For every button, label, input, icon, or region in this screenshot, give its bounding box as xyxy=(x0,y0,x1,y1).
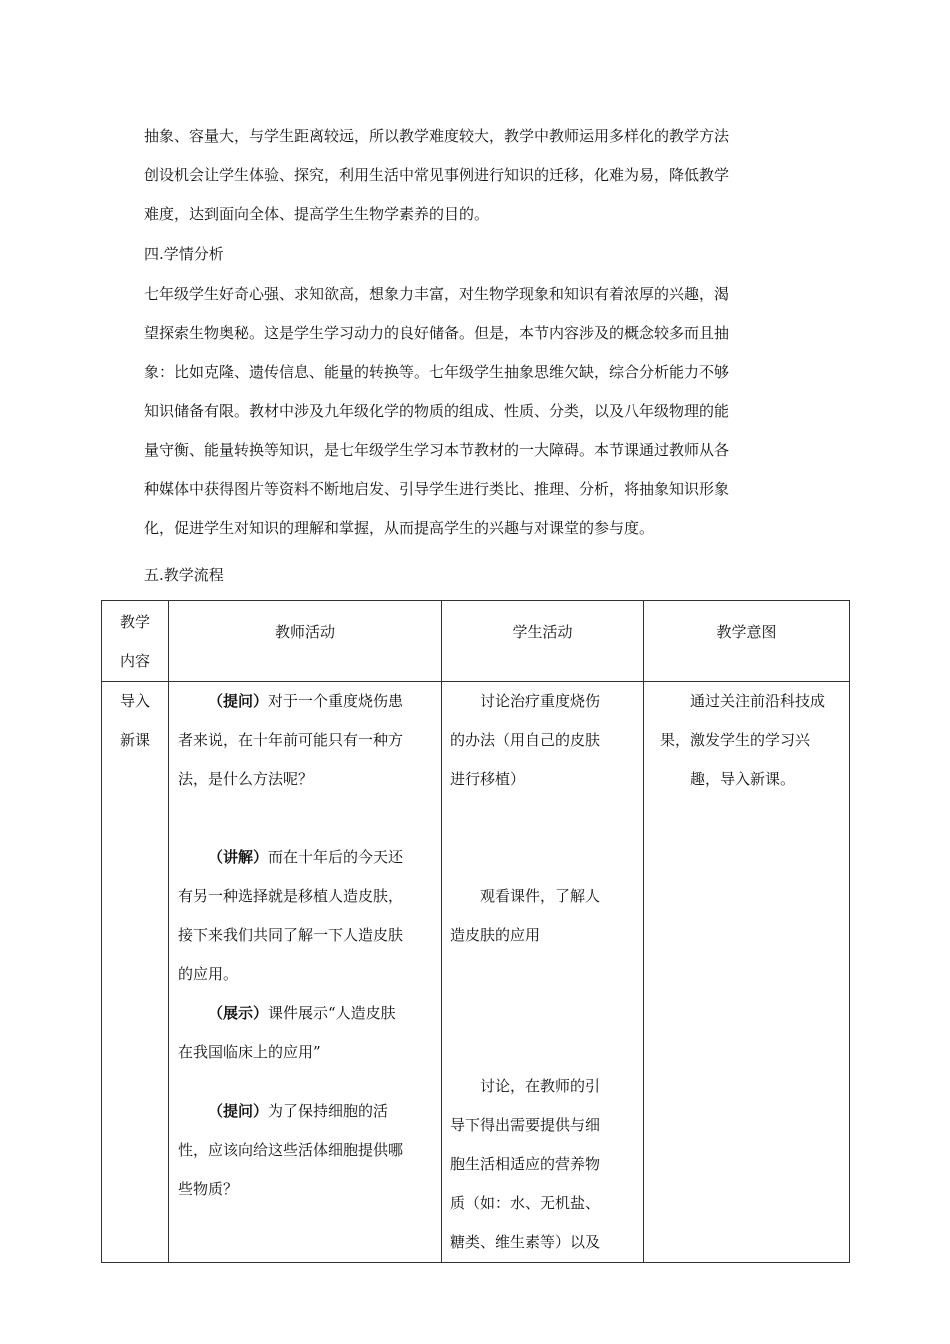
intent-line: 趣，导入新课。 xyxy=(690,770,796,788)
header-content-line: 内容 xyxy=(119,652,150,670)
section-heading-4: 四.学情分析 xyxy=(144,245,224,263)
teacher-line xyxy=(178,1092,435,1131)
header-intent-label: 教学意图 xyxy=(716,623,777,641)
intro-line: 难度，达到面向全体、提高学生生物学素养的目的。 xyxy=(144,205,490,223)
student-line: 造皮肤的应用 xyxy=(450,926,541,944)
header-student-label: 学生活动 xyxy=(512,623,573,641)
header-content-line: 教学 xyxy=(119,613,150,631)
row-intent-cell xyxy=(644,682,850,1263)
teacher-line: 性，应该向给这些活体细胞提供哪 xyxy=(178,1141,404,1159)
header-student-activity xyxy=(442,601,644,682)
teacher-line: 有另一种选择就是移植人造皮肤， xyxy=(178,887,404,905)
show-tag: （展示） xyxy=(208,1004,269,1022)
intro-line: 创设机会让学生体验、探究，利用生活中常见事例进行知识的迁移，化难为易，降低教学 xyxy=(144,166,730,184)
teacher-line: 法，是什么方法呢？ xyxy=(178,770,314,788)
intent-line: 通过关注前沿科技成 xyxy=(690,692,826,710)
teacher-line: 接下来我们共同了解一下人造皮肤 xyxy=(178,926,404,944)
question-tag: （提问） xyxy=(208,1102,269,1120)
student-line: 导下得出需要提供与细 xyxy=(450,1116,601,1134)
student-line: 观看课件，了解人 xyxy=(480,887,601,905)
student-line: 进行移植） xyxy=(450,770,526,788)
student-line: 的办法（用自己的皮肤 xyxy=(450,731,601,749)
student-line: 讨论，在教师的引 xyxy=(480,1077,601,1095)
teacher-line: 者来说，在十年前可能只有一种方 xyxy=(178,731,404,749)
question-tag: （提问） xyxy=(208,692,269,710)
row-content-cell xyxy=(102,682,169,1263)
teacher-text: 而在十年后的今天还 xyxy=(268,848,404,866)
teaching-flow-table xyxy=(101,600,850,1263)
student-line: 质（如：水、无机盐、 xyxy=(450,1194,601,1212)
header-teacher-label: 教师活动 xyxy=(274,623,335,641)
analysis-line: 望探索生物奥秘。这是学生学习动力的良好储备。但是，本节内容涉及的概念较多而且抽 xyxy=(144,324,730,342)
teacher-line xyxy=(178,994,435,1033)
table-header-row xyxy=(102,601,850,682)
analysis-line: 七年级学生好奇心强、求知欲高，想象力丰富，对生物学现象和知识有着浓厚的兴趣，渴 xyxy=(144,285,730,303)
teacher-text: 课件展示“人造皮肤 xyxy=(268,1004,396,1022)
teacher-text: 对于一个重度烧伤患 xyxy=(268,692,404,710)
teacher-line: 些物质？ xyxy=(178,1180,239,1198)
teacher-line: 的应用。 xyxy=(178,965,239,983)
student-line: 糖类、维生素等）以及 xyxy=(450,1233,601,1251)
analysis-line: 种媒体中获得图片等资料不断地启发、引导学生进行类比、推理、分析，将抽象知识形象 xyxy=(144,480,730,498)
table-row xyxy=(102,682,850,1263)
header-teaching-intent xyxy=(644,601,850,682)
intent-line: 果，激发学生的学习兴 xyxy=(660,731,811,749)
header-teacher-activity xyxy=(169,601,442,682)
row-teacher-cell xyxy=(169,682,442,1263)
analysis-line: 化，促进学生对知识的理解和掌握，从而提高学生的兴趣与对课堂的参与度。 xyxy=(144,519,655,537)
row-student-cell xyxy=(442,682,644,1263)
teacher-text: 为了保持细胞的活 xyxy=(268,1102,389,1120)
row-content-line: 导入 xyxy=(119,692,150,710)
teacher-line: 在我国临床上的应用” xyxy=(178,1043,321,1061)
explain-tag: （讲解） xyxy=(208,848,269,866)
analysis-line: 象：比如克隆、遗传信息、能量的转换等。七年级学生抽象思维欠缺，综合分析能力不够 xyxy=(144,363,730,381)
row-content-line: 新课 xyxy=(119,731,150,749)
student-line: 胞生活相适应的营养物 xyxy=(450,1155,601,1173)
analysis-line: 知识储备有限。教材中涉及九年级化学的物质的组成、性质、分类，以及八年级物理的能 xyxy=(144,402,730,420)
teacher-line xyxy=(178,838,435,877)
learning-analysis-paragraph xyxy=(144,275,814,548)
intro-line: 抽象、容量大，与学生距离较远，所以教学难度较大，教学中教师运用多样化的教学方法 xyxy=(144,127,730,145)
analysis-line: 量守衡、能量转换等知识，是七年级学生学习本节教材的一大障碍。本节课通过教师从各 xyxy=(144,441,730,459)
section-heading-5: 五.教学流程 xyxy=(144,566,224,584)
student-line: 讨论治疗重度烧伤 xyxy=(480,692,601,710)
teacher-line xyxy=(178,682,435,721)
header-content xyxy=(102,601,169,682)
intro-paragraph xyxy=(144,117,814,234)
